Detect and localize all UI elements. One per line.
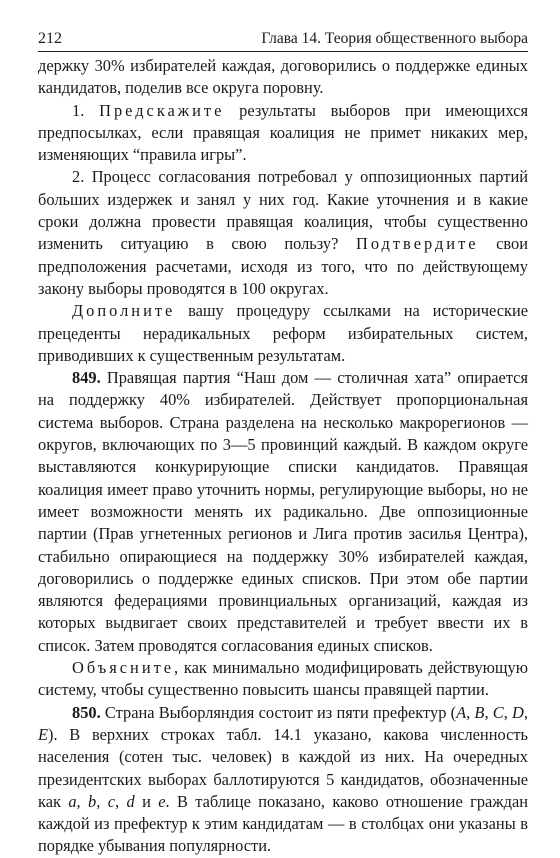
body-text [38,55,528,858]
paragraph-continuation: держку 30% избирателей каждая, договорились о поддержке единых кандидатов, поделив все округа поровну. [38,56,528,98]
chapter-title: Глава 14. Теория общественного выбора [261,30,528,47]
prefecture-letter: A [456,702,467,722]
problem-number: 849. [72,368,101,388]
problem-849 [38,367,528,657]
prefecture-letter: E [38,724,49,744]
paragraph-text: свои предположения расчетами, исходя из того, что по действующему закону выборы проводятся в 100 округах. [38,234,528,298]
paragraph-task-2 [38,166,528,300]
separator: , [115,791,127,811]
spaced-emphasis: Дополните [72,301,176,321]
problem-850 [38,702,528,858]
paragraph-text: вашу процедуру ссылками на исторические прецеденты нерадикальных реформ избирательных систем, приводивших к существенным результатам. [38,301,528,365]
book-page [38,30,528,858]
separator: и [134,791,159,811]
spaced-emphasis: Предскажите [99,100,225,120]
separator: , [523,702,528,722]
running-header [38,30,528,52]
prefecture-letter: B [474,702,485,722]
paragraph-text: ). В верхних строках табл. 14.1 указано, какова численность населения (сотен тыс. человек) в каждой из них. На очередных президентских выборах баллотируются 5 кандидатов, обозначенные как [38,724,528,811]
separator: , [466,702,475,722]
separator: , [96,791,108,811]
problem-849-task [38,657,528,702]
separator: , [76,791,89,811]
candidate-letter: a [68,791,77,811]
paragraph-text: , как минимально модифицировать действующую систему, чтобы существенно повысить шансы правящей партии. [38,658,528,700]
paragraph-text: Страна Выборляндия состоит из пяти префектур ( [100,702,457,722]
prefecture-letter: C [492,702,504,722]
paragraph-text: 2. Процесс согласования потребовал у оппозиционных партий больших издержек и занял у них год. Какие уточнения и в какие сроки должна провести правящая коалиция, чтобы существенно изменить ситуацию в свою пользу? [38,167,528,254]
paragraph-text: Правящая партия “Наш дом — столичная хата” опирается на поддержку 40% избирателей. Действует пропорциональная система выборов. Страна разделена на несколько макрорегионов — округов, включающих по 3—5 провинций каждый. В каждом округе выставляются конкурирующие списки кандидатов. Правящая коалиция имеет право уточнить нормы, регулирующие выборы, но не имеет возможности менять их радикально. Две оппозиционные партии (Прав угнетенных регионов и Лига против засилья Центра), стабильно опирающиеся на поддержку 30% избирателей каждая, договорились о поддержке единых списков. При этом обе партии являются федерациями провинциальных организаций, каждая из которых выдвигает своих представителей и требует ввести их в список. Затем проводятся согласования единых списков. [38,368,528,655]
paragraph-task-1 [38,100,528,167]
separator: , [503,702,513,722]
spaced-emphasis: Объясните [72,658,175,678]
problem-number: 850. [72,702,101,722]
paragraph-text: результаты выборов при имеющихся предпосылках, если правящая коалиция не примет никаких мер, изменяющих “правила игры”. [38,100,528,165]
page-number: 212 [38,30,62,47]
candidate-letter: d [126,791,135,811]
paragraph-task-3 [38,300,528,367]
candidate-letter: c [107,791,115,811]
separator: , [484,702,493,722]
spaced-emphasis: Подтвердите [356,234,479,254]
item-number: 1. [72,100,85,120]
candidate-letter: e [158,791,166,811]
candidate-letter: b [88,791,97,811]
paragraph-text: . В таблице показано, каково отношение граждан каждой из префектур к этим кандидатам — в столбцах они указаны в порядке убывания популярности. [38,791,528,856]
prefecture-letter: D [512,702,524,722]
